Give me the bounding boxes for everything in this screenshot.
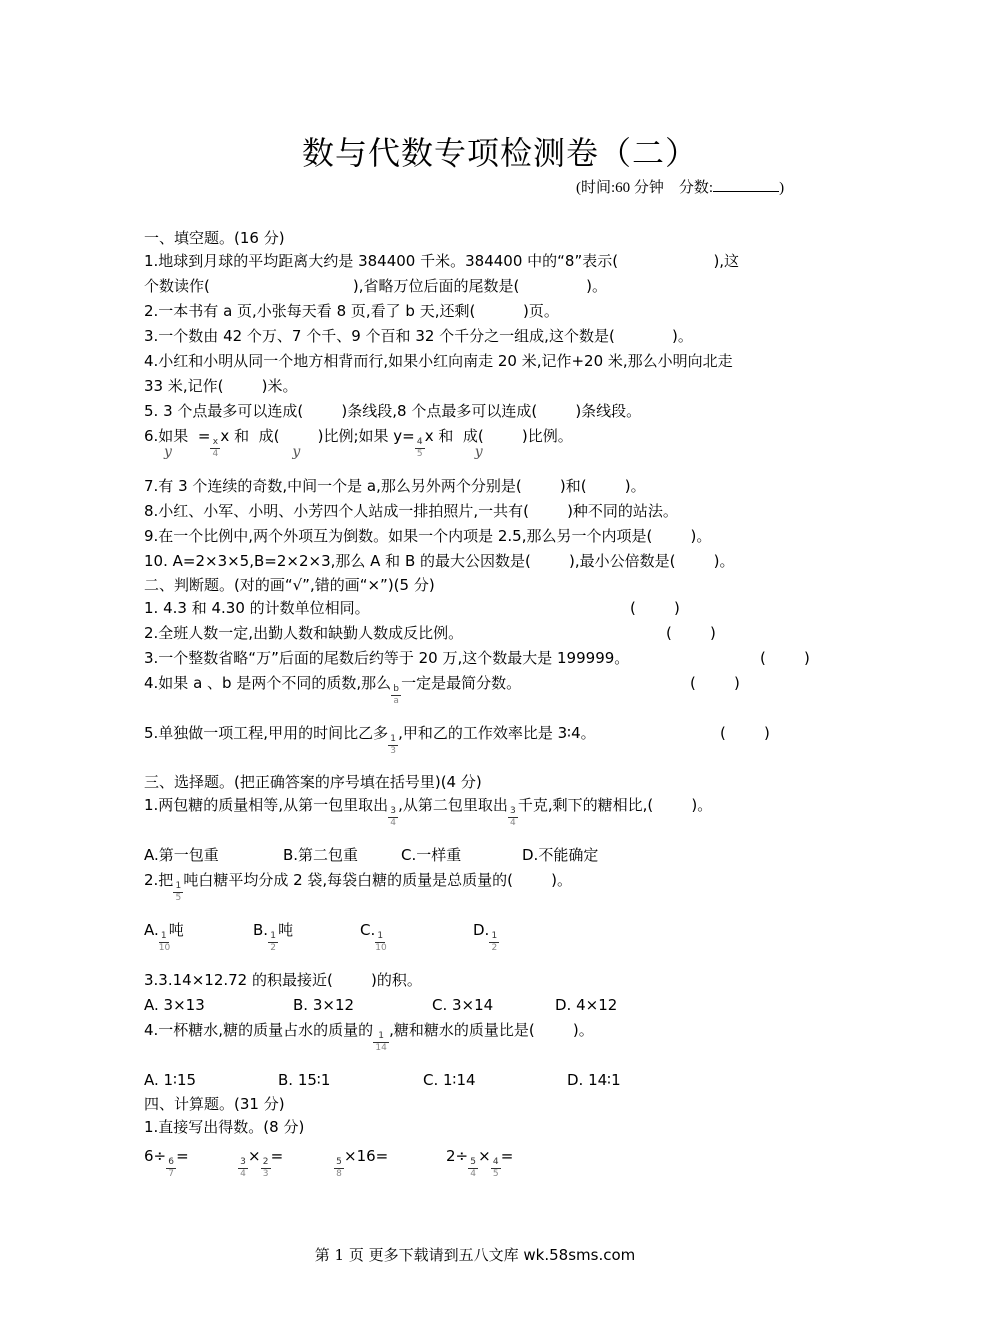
judge-item-3 bbox=[144, 646, 816, 671]
calc-4-num2: 4 bbox=[491, 1157, 501, 1169]
judge-4-frac-num: b bbox=[391, 684, 401, 696]
choice-3: 3.3.14×12.72 的积最接近( )的积。 bbox=[144, 971, 422, 989]
q6-frac1-num: x bbox=[210, 437, 220, 449]
choice-2-text-a: 2.把 bbox=[144, 871, 174, 889]
choice-2-option-c[interactable] bbox=[360, 918, 473, 968]
page-title: 数与代数专项检测卷（二） bbox=[301, 134, 698, 172]
choice-1-option-b[interactable]: B.第二包重 bbox=[283, 846, 359, 864]
exam-body bbox=[144, 227, 816, 1179]
choice-2-option-b[interactable] bbox=[253, 918, 360, 968]
calc-3-b: ×16= bbox=[344, 1147, 389, 1165]
judge-5-fraction: $\frac{1}{3}$ bbox=[388, 734, 398, 752]
choice-1-frac1-num: 3 bbox=[388, 806, 398, 818]
page-footer bbox=[0, 1244, 950, 1265]
judge-2-answer[interactable]: ( ) bbox=[666, 624, 716, 642]
calc-4-a: 2÷ bbox=[446, 1147, 469, 1165]
question-1-1a: 1.地球到月球的平均距离大约是 384400 千米。384400 中的“8”表示( ),这 bbox=[144, 252, 740, 270]
section-2-heading: 二、判断题。(对的画“√”,错的画“×”)(5 分) bbox=[144, 576, 435, 594]
meta-close: ) bbox=[779, 180, 785, 196]
choice-2-a-num: 1 bbox=[159, 931, 169, 943]
judge-5-frac-num: 1 bbox=[388, 734, 398, 746]
choice-1-fraction-1: $\frac{3}{4}$ bbox=[388, 806, 398, 824]
choice-2-a-label: A. bbox=[144, 921, 159, 939]
choice-2-fraction: $\frac{1}{5}$ bbox=[173, 881, 183, 899]
calc-row bbox=[144, 1144, 816, 1179]
choice-1-option-c[interactable]: C.一样重 bbox=[401, 846, 462, 864]
choice-2-c-label: C. bbox=[360, 921, 376, 939]
judge-item-5 bbox=[144, 721, 816, 771]
choice-4-text-b: ,糖和糖水的质量比是( )。 bbox=[389, 1021, 594, 1039]
choice-3-option-a[interactable]: A. 3×13 bbox=[144, 996, 205, 1014]
calc-item-3[interactable] bbox=[334, 1144, 446, 1179]
q6-part2: x 和 成( )比例;如果 y= bbox=[220, 427, 415, 445]
question-1-3: 3.一个数由 42 个万、7 个千、9 个百和 32 个千分之一组成,这个数是( )。 bbox=[144, 327, 693, 345]
choice-4-text-a: 4.一杯糖水,糖的质量占水的质量的 bbox=[144, 1021, 374, 1039]
judge-4-text-a: 4.如果 a 、b 是两个不同的质数,那么 bbox=[144, 674, 392, 692]
score-blank[interactable] bbox=[713, 178, 779, 192]
choice-2-c-fraction: $\frac{1}{10}$ bbox=[375, 931, 387, 953]
choice-2-b-num: 1 bbox=[268, 931, 278, 943]
choice-1-text-b: ,从第二包里取出 bbox=[398, 796, 508, 814]
judge-3-answer[interactable]: ( ) bbox=[760, 649, 810, 667]
choice-2-b-label: B. bbox=[253, 921, 269, 939]
footer-link[interactable]: wk.58sms.com bbox=[523, 1246, 636, 1264]
judge-4-fraction: $\frac{b}{a}$ bbox=[391, 684, 401, 702]
choice-3-options bbox=[144, 993, 816, 1018]
calc-1-num: 6 bbox=[166, 1157, 176, 1169]
calc-3-fraction: $\frac{5}{8}$ bbox=[334, 1157, 344, 1175]
choice-1-option-a[interactable]: A.第一包重 bbox=[144, 846, 219, 864]
calc-1-b: = bbox=[176, 1147, 189, 1165]
question-1-5: 5. 3 个点最多可以连成( )条线段,8 个点最多可以连成( )条线段。 bbox=[144, 402, 642, 420]
section-4-heading: 四、计算题。(31 分) bbox=[144, 1095, 285, 1113]
question-1-9: 9.在一个比例中,两个外项互为倒数。如果一个内项是 2.5,那么另一个内项是( )。 bbox=[144, 527, 712, 545]
footer-text: 第 1 页 更多下载请到五八文库 bbox=[314, 1246, 519, 1264]
choice-4 bbox=[144, 1018, 816, 1068]
choice-2-option-a[interactable] bbox=[144, 918, 253, 968]
calc-4-b: = bbox=[500, 1147, 514, 1165]
judge-2-text: 2.全班人数一定,出勤人数和缺勤人数成反比例。 bbox=[144, 624, 464, 642]
judge-item-2 bbox=[144, 621, 816, 646]
judge-item-1 bbox=[144, 596, 816, 621]
judge-5-answer[interactable]: ( ) bbox=[720, 724, 770, 742]
choice-1-frac2-num: 3 bbox=[508, 806, 518, 818]
judge-5-text-b: ,甲和乙的工作效率比是 3∶4。 bbox=[398, 724, 596, 742]
choice-2-options bbox=[144, 918, 816, 968]
time-label: (时间:60 分钟 bbox=[576, 180, 664, 196]
calc-item-2[interactable] bbox=[238, 1144, 334, 1179]
calc-2-times: × bbox=[248, 1147, 261, 1165]
score-label: 分数: bbox=[678, 180, 714, 196]
choice-2-a-fraction: $\frac{1}{10}$ bbox=[158, 931, 171, 953]
choice-2-d-fraction: $\frac{1}{2}$ bbox=[489, 931, 499, 949]
choice-2-d-label: D. bbox=[473, 921, 490, 939]
question-1-4b: 33 米,记作( )米。 bbox=[144, 377, 298, 395]
calc-4-times: × bbox=[478, 1147, 491, 1165]
choice-2-option-d[interactable] bbox=[473, 918, 499, 968]
judge-4-text-b: 一定是最简分数。 bbox=[401, 674, 522, 692]
section-1-heading: 一、填空题。(16 分) bbox=[144, 229, 285, 247]
calc-4-fraction-1: $\frac{5}{4}$ bbox=[468, 1157, 478, 1175]
section-3-heading: 三、选择题。(把正确答案的序号填在括号里)(4 分) bbox=[144, 773, 482, 791]
choice-4-fraction: $\frac{1}{14}$ bbox=[373, 1031, 389, 1049]
choice-1 bbox=[144, 793, 816, 843]
choice-2-text-b: 吨白糖平均分成 2 袋,每袋白糖的质量是总质量的( )。 bbox=[183, 871, 573, 889]
calc-4-num1: 5 bbox=[468, 1157, 478, 1169]
choice-2-c-num: 1 bbox=[375, 931, 385, 943]
judge-1-answer[interactable]: ( ) bbox=[630, 599, 680, 617]
question-1-2: 2.一本书有 a 页,小张每天看 8 页,看了 b 天,还剩( )页。 bbox=[144, 302, 559, 320]
calc-2-num2: 2 bbox=[261, 1157, 271, 1169]
choice-3-option-c[interactable]: C. 3×14 bbox=[432, 996, 494, 1014]
time-score-line bbox=[576, 176, 784, 197]
choice-2 bbox=[144, 868, 816, 918]
choice-4-options bbox=[144, 1068, 816, 1093]
calc-2-fraction-1: $\frac{3}{4}$ bbox=[238, 1157, 248, 1175]
choice-4-option-d[interactable]: D. 14∶1 bbox=[567, 1071, 621, 1089]
choice-2-b-fraction: $\frac{1}{2}$ bbox=[268, 931, 278, 949]
calc-2-num1: 3 bbox=[238, 1157, 248, 1169]
choice-2-frac-num: 1 bbox=[173, 881, 183, 893]
calc-2-b: = bbox=[270, 1147, 284, 1165]
choice-1-option-d[interactable]: D.不能确定 bbox=[522, 846, 599, 864]
judge-1-text: 1. 4.3 和 4.30 的计数单位相同。 bbox=[144, 599, 370, 617]
choice-3-option-d[interactable]: D. 4×12 bbox=[555, 996, 618, 1014]
q6-y3: y bbox=[474, 444, 483, 460]
q6-fraction-2: $\frac{4}{5}$ bbox=[415, 437, 425, 455]
choice-1-text-a: 1.两包糖的质量相等,从第一包里取出 bbox=[144, 796, 389, 814]
calc-item-4[interactable] bbox=[446, 1144, 514, 1179]
q6-fraction-1: $\frac{x}{4}$ bbox=[210, 437, 220, 455]
question-1-6 bbox=[144, 424, 816, 474]
judge-item-4 bbox=[144, 671, 816, 721]
calc-1-fraction: $\frac{6}{7}$ bbox=[166, 1157, 176, 1175]
choice-3-option-b[interactable]: B. 3×12 bbox=[293, 996, 355, 1014]
calc-2-fraction-2: $\frac{2}{3}$ bbox=[261, 1157, 271, 1175]
choice-1-fraction-2: $\frac{3}{4}$ bbox=[508, 806, 518, 824]
choice-4-option-b[interactable]: B. 15∶1 bbox=[278, 1071, 331, 1089]
choice-4-option-a[interactable]: A. 1∶15 bbox=[144, 1071, 197, 1089]
q6-y1: y bbox=[164, 444, 172, 460]
choice-1-options bbox=[144, 843, 816, 868]
calc-item-1[interactable] bbox=[144, 1144, 238, 1179]
choice-4-frac-num: 1 bbox=[373, 1031, 389, 1043]
choice-4-option-c[interactable]: C. 1∶14 bbox=[423, 1071, 476, 1089]
question-1-4a: 4.小红和小明从同一个地方相背而行,如果小红向南走 20 米,记作+20 米,那么小明向北走 bbox=[144, 352, 733, 370]
calc-instruction: 1.直接写出得数。(8 分) bbox=[144, 1118, 305, 1136]
question-1-7: 7.有 3 个连续的奇数,中间一个是 a,那么另外两个分别是( )和( )。 bbox=[144, 477, 646, 495]
choice-1-text-c: 千克,剩下的糖相比,( )。 bbox=[517, 796, 713, 814]
judge-4-answer[interactable]: ( ) bbox=[690, 674, 740, 692]
question-1-8: 8.小红、小军、小明、小芳四个人站成一排拍照片,一共有( )种不同的站法。 bbox=[144, 502, 678, 520]
question-1-1b: 个数读作( ),省略万位后面的尾数是( )。 bbox=[144, 277, 607, 295]
question-1-10: 10. A=2×3×5,B=2×2×3,那么 A 和 B 的最大公因数是( ),最小公倍数是( )。 bbox=[144, 552, 735, 570]
q6-part1: 6.如果 = bbox=[144, 427, 211, 445]
choice-2-a-unit: 吨 bbox=[168, 921, 184, 939]
choice-2-d-num: 1 bbox=[489, 931, 499, 943]
q6-frac2-num: 4 bbox=[415, 437, 425, 449]
q6-y2: y bbox=[292, 444, 301, 460]
calc-4-fraction-2: $\frac{4}{5}$ bbox=[491, 1157, 501, 1175]
judge-5-text-a: 5.单独做一项工程,甲用的时间比乙多 bbox=[144, 724, 389, 742]
calc-3-num: 5 bbox=[334, 1157, 344, 1169]
calc-1-a: 6÷ bbox=[144, 1147, 167, 1165]
judge-3-text: 3.一个整数省略“万”后面的尾数后约等于 20 万,这个数最大是 199999。 bbox=[144, 649, 630, 667]
q6-part3: x 和 成( )比例。 bbox=[424, 427, 573, 445]
choice-2-b-unit: 吨 bbox=[278, 921, 294, 939]
